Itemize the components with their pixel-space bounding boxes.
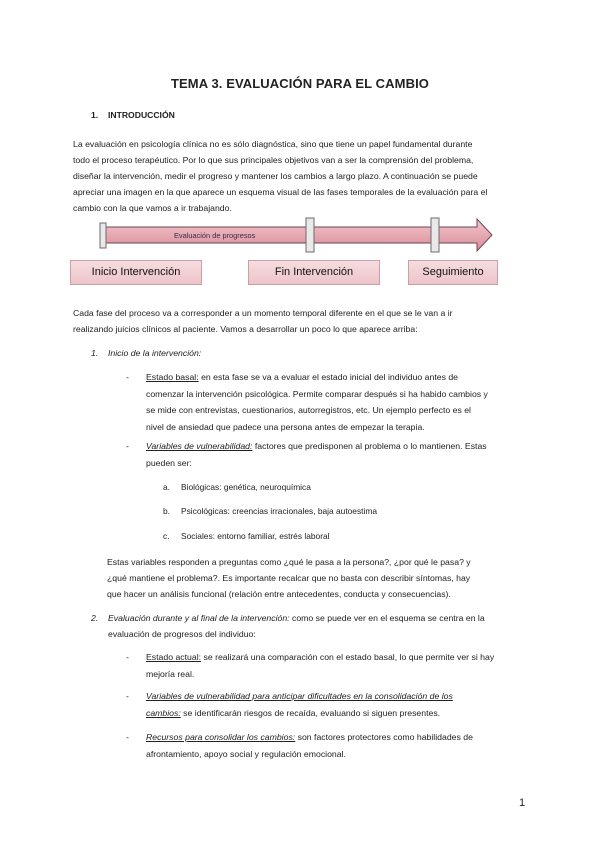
bullet-recursos xyxy=(146,729,526,762)
para-line: ¿qué mantiene el problema?. Es importante recalcar que no basta con describir síntomas, hay xyxy=(107,573,471,583)
term-estado-actual: Estado actual: xyxy=(146,652,202,662)
term-estado-basal: Estado basal: xyxy=(146,372,199,382)
timeline-diagram xyxy=(91,214,494,290)
list-rest: como se puede ver en el esquema se centra en la xyxy=(289,613,485,623)
list-item-2 xyxy=(91,610,526,642)
section-number: 1. xyxy=(91,110,99,120)
bullet-dash: - xyxy=(126,691,129,701)
bullet-line: se mide con entrevistas, cuestionarios, autorregistros, etc. Un ejemplo perfecto es el xyxy=(146,405,471,415)
bullet-line: nivel de ansiedad que padece una persona antes de empezar la terapia. xyxy=(146,421,425,432)
intro-paragraph xyxy=(73,136,525,216)
bullet-estado-basal xyxy=(146,369,526,435)
variables-paragraph xyxy=(107,554,526,602)
term-recursos: Recursos para consolidar los cambios: xyxy=(146,732,296,742)
sub-letter: c. xyxy=(163,531,170,541)
bullet-line: pueden ser: xyxy=(146,457,192,468)
para-line: Cada fase del proceso va a corresponder a un momento temporal diferente en el que se le van a ir xyxy=(73,308,453,318)
bullet-line: mejoría real. xyxy=(146,668,195,679)
list-label: Inicio de la intervención: xyxy=(108,348,202,358)
intro-line: apreciar una imagen en la que aparece un esquema visual de las fases temporales de la evaluación para el xyxy=(73,187,488,197)
bullet-variables-vulnerabilidad xyxy=(146,438,526,471)
page-title: TEMA 3. EVALUACIÓN PARA EL CAMBIO xyxy=(170,76,429,91)
intro-line: La evaluación en psicología clínica no es sólo diagnóstica, sino que tiene un papel fundamental durante xyxy=(73,139,473,149)
list-number: 2. xyxy=(91,613,99,623)
phase-inicio: Inicio Intervención xyxy=(70,260,202,285)
phase-marker-followup xyxy=(431,218,439,252)
list-item-1 xyxy=(91,348,201,358)
bullet-line: son factores protectores como habilidades de xyxy=(295,732,473,742)
bullet-line: afrontamiento, apoyo social y regulación emocional. xyxy=(146,748,346,759)
bullet-variables-anticipar xyxy=(146,688,526,721)
sub-text: Biológicas: genética, neuroquímica xyxy=(181,482,311,492)
bullet-line: comenzar la intervención psicológica. Permite comparar después si ha habido cambios y xyxy=(146,388,488,399)
bullet-dash: - xyxy=(126,732,129,742)
sub-text: Psicológicas: creencias irracionales, baja autoestima xyxy=(181,506,377,516)
para-line: Estas variables responden a preguntas como ¿qué le pasa a la persona?, ¿por qué le pasa? y xyxy=(107,557,471,567)
para-line: realizando juicios clínicos al paciente. Vamos a desarrollar un poco lo que aparece arriba: xyxy=(73,324,418,334)
para-line: que hacer un análisis funcional (relación entre antecedentes, conducta y consecuencias). xyxy=(107,589,451,599)
intro-line: cambio con la que vamos a ir trabajando. xyxy=(73,203,232,213)
sub-letter: a. xyxy=(163,482,170,492)
phase-marker-start xyxy=(100,223,106,248)
phase-fin: Fin Intervención xyxy=(248,260,380,285)
phase-seguimiento: Seguimiento xyxy=(408,260,498,285)
bullet-estado-actual xyxy=(146,649,526,682)
list-line: evaluación de progresos del individuo: xyxy=(108,629,256,639)
sub-text: Sociales: entorno familiar, estrés laboral xyxy=(181,531,330,541)
arrow-label: Evaluación de progresos xyxy=(174,231,256,240)
page-number: 1 xyxy=(519,797,526,809)
phase-marker-end xyxy=(306,218,314,252)
sub-item-biologicas xyxy=(163,482,311,492)
bullet-line: se identificarán riesgos de recaída, evaluando si siguen presentes. xyxy=(180,707,441,718)
sub-letter: b. xyxy=(163,506,170,516)
bullet-dash: - xyxy=(126,652,129,662)
section-label: INTRODUCCIÓN xyxy=(108,110,175,120)
intro-line: todo el proceso terapéutico. Por lo que sus principales objetivos van a ser la comprensión del problema, xyxy=(73,155,474,165)
bullet-line: en esta fase se va a evaluar el estado inicial del individuo antes de xyxy=(198,372,459,382)
sub-item-sociales xyxy=(163,531,330,541)
list-label: Evaluación durante y al final de la intervención: xyxy=(108,613,290,623)
bullet-dash: - xyxy=(126,441,129,451)
term-variables-vulnerabilidad: Variables de vulnerabilidad: xyxy=(146,441,253,451)
term-cambios: cambios: xyxy=(146,707,181,718)
section-heading xyxy=(91,110,175,120)
sub-item-psicologicas xyxy=(163,506,377,516)
list-number: 1. xyxy=(91,348,99,358)
phases-paragraph xyxy=(73,305,525,337)
bullet-dash: - xyxy=(126,372,129,382)
term-variables-anticipar: Variables de vulnerabilidad para anticipar dificultades en la consolidación de los xyxy=(146,691,453,701)
bullet-line: factores que predisponen al problema o lo mantienen. Estas xyxy=(252,441,487,451)
timeline-arrow xyxy=(94,214,494,258)
bullet-line: se realizará una comparación con el estado basal, lo que permite ver si hay xyxy=(201,652,495,662)
intro-line: diseñar la intervención, medir el progreso y mantener los cambios a largo plazo. A continuación se puede xyxy=(73,171,478,181)
